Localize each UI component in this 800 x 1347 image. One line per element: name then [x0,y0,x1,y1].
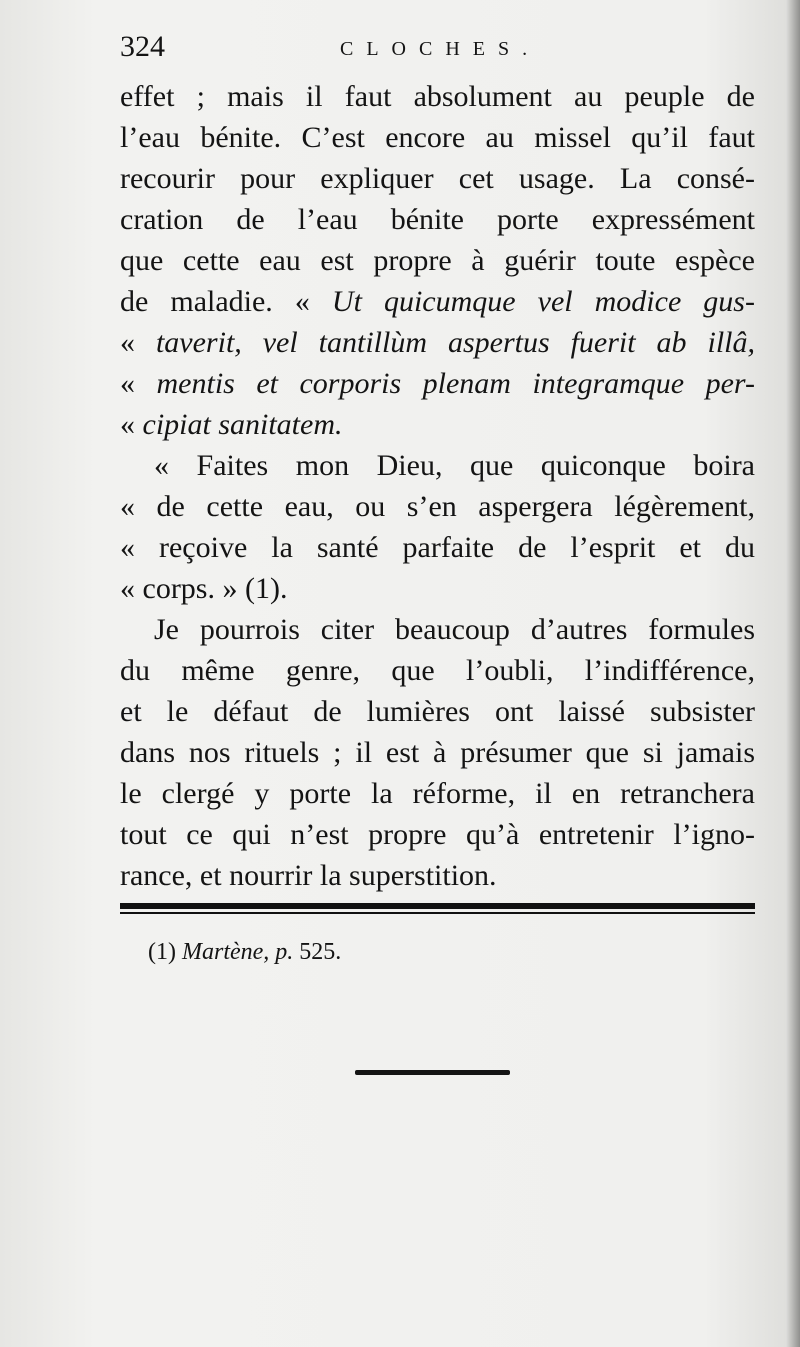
italic-latin-text: mentis et corporis plenam integramque per- [156,367,755,400]
footnote-source: Martène, p. [181,939,294,965]
text-segment: cration de l’eau bénite porte expressément [120,203,755,236]
running-title: CLOCHES. [340,38,541,60]
text-line [120,527,755,568]
text-line [120,568,755,609]
text-line [120,199,755,240]
text-line [120,240,755,281]
text-segment: « [120,408,143,441]
text-line [120,363,755,404]
text-line [120,158,755,199]
text-segment: recourir pour expliquer cet usage. La consé- [120,162,755,195]
text-line [120,281,755,322]
text-segment: l’eau bénite. C’est encore au missel qu’il faut [120,121,755,154]
text-segment: « [120,326,156,359]
text-line [120,445,755,486]
footnote [148,935,341,969]
page-edge-shadow [786,0,800,1347]
text-line [120,117,755,158]
text-line [120,732,755,773]
italic-latin-text: cipiat sanitatem. [142,408,343,441]
text-line [120,650,755,691]
main-text [120,76,755,896]
text-segment: Je pourrois citer beaucoup d’autres formules [154,613,755,646]
italic-latin-text: taverit, vel tantillùm aspertus fuerit ab illâ, [155,326,756,359]
text-segment: « Faites mon Dieu, que quiconque boira [154,449,755,482]
text-segment: que cette eau est propre à guérir toute espèce [120,244,755,277]
text-segment: et le défaut de lumières ont laissé subsister [120,695,755,728]
text-line [120,773,755,814]
text-segment: « [120,367,157,400]
show-through-texture [110,930,750,1260]
text-segment: le clergé y porte la réforme, il en retranchera [120,777,755,810]
text-line [120,855,755,896]
italic-latin-text: Ut quicumque vel modice gus- [331,285,755,318]
text-segment: « reçoive la santé parfaite de l’esprit et du [120,531,755,564]
footnote-rule [120,903,755,909]
text-segment: dans nos rituels ; il est à présumer que si jamais [120,736,755,769]
text-segment: du même genre, que l’oubli, l’indifférence, [120,654,755,687]
page-header [120,30,760,70]
end-ornament-rule [355,1070,510,1075]
text-segment: « corps. » (1). [120,572,288,605]
text-line [120,691,755,732]
text-segment: « de cette eau, ou s’en aspergera légèrement, [120,490,755,523]
text-segment: tout ce qui n’est propre qu’à entretenir l’igno- [120,818,755,851]
text-line [120,76,755,117]
page-number: 324 [120,30,165,63]
text-segment: rance, et nourrir la superstition. [120,859,497,892]
footnote-marker: (1) [148,939,182,965]
text-segment: de maladie. « [120,285,332,318]
footnote-page: 525. [293,939,342,965]
text-segment: effet ; mais il faut absolument au peuple de [120,80,755,113]
text-line [120,814,755,855]
text-line [120,486,755,527]
footnote-rule-thin [120,912,755,914]
text-line [120,404,755,445]
text-line [120,322,755,363]
text-line [120,609,755,650]
